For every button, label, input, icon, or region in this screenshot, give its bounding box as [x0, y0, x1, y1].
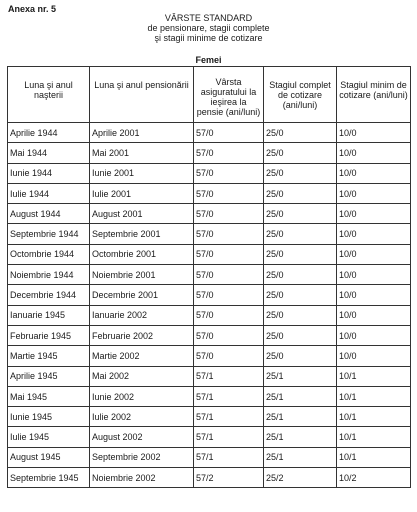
full-contribution-cell: 25/1	[264, 366, 337, 386]
retirement-age-cell: 57/0	[194, 346, 264, 366]
table-row	[8, 265, 411, 285]
retirement-age-cell: 57/0	[194, 325, 264, 345]
birth-date-cell: August 1945	[8, 447, 90, 467]
full-contribution-cell: 25/0	[264, 265, 337, 285]
minimum-contribution-cell: 10/0	[337, 285, 411, 305]
minimum-contribution-cell: 10/1	[337, 447, 411, 467]
retirement-age-cell: 57/0	[194, 143, 264, 163]
full-contribution-cell: 25/0	[264, 204, 337, 224]
title-line-2: de pensionare, stagii complete	[147, 23, 270, 33]
full-contribution-cell: 25/0	[264, 244, 337, 264]
retirement-date-cell: Noiembrie 2002	[90, 468, 194, 488]
birth-date-cell: Ianuarie 1945	[8, 305, 90, 325]
retirement-age-cell: 57/1	[194, 447, 264, 467]
minimum-contribution-cell: 10/1	[337, 366, 411, 386]
birth-date-cell: Februarie 1945	[8, 325, 90, 345]
header-minimum-contribution: Stagiul minim de cotizare (ani/luni)	[337, 67, 411, 123]
birth-date-cell: Martie 1945	[8, 346, 90, 366]
full-contribution-cell: 25/0	[264, 224, 337, 244]
retirement-table	[7, 66, 411, 488]
birth-date-cell: Iunie 1944	[8, 163, 90, 183]
table-row	[8, 407, 411, 427]
table-row	[8, 163, 411, 183]
section-label: Femei	[195, 55, 222, 65]
title-line-3: şi stagii minime de cotizare	[154, 33, 263, 43]
birth-date-cell: Aprilie 1945	[8, 366, 90, 386]
retirement-date-cell: Septembrie 2001	[90, 224, 194, 244]
retirement-age-cell: 57/0	[194, 224, 264, 244]
table-row	[8, 183, 411, 203]
minimum-contribution-cell: 10/0	[337, 265, 411, 285]
full-contribution-cell: 25/0	[264, 143, 337, 163]
retirement-date-cell: Ianuarie 2002	[90, 305, 194, 325]
table-row	[8, 447, 411, 467]
retirement-age-cell: 57/1	[194, 366, 264, 386]
minimum-contribution-cell: 10/1	[337, 427, 411, 447]
minimum-contribution-cell: 10/1	[337, 386, 411, 406]
title-line-1: VÂRSTE STANDARD	[164, 13, 253, 23]
minimum-contribution-cell: 10/0	[337, 204, 411, 224]
table-row	[8, 305, 411, 325]
retirement-age-cell: 57/0	[194, 305, 264, 325]
table-row	[8, 224, 411, 244]
retirement-age-cell: 57/1	[194, 427, 264, 447]
table-row	[8, 285, 411, 305]
birth-date-cell: Septembrie 1944	[8, 224, 90, 244]
retirement-date-cell: Iunie 2001	[90, 163, 194, 183]
table-header-row	[8, 67, 411, 123]
retirement-date-cell: Septembrie 2002	[90, 447, 194, 467]
header-birth-date: Luna şi anul naşterii	[8, 67, 90, 123]
retirement-date-cell: Martie 2002	[90, 346, 194, 366]
header-retirement-age: Vârsta asiguratului la ieşirea la pensie (ani/luni)	[194, 67, 264, 123]
full-contribution-cell: 25/1	[264, 386, 337, 406]
birth-date-cell: Noiembrie 1944	[8, 265, 90, 285]
full-contribution-cell: 25/0	[264, 346, 337, 366]
full-contribution-cell: 25/0	[264, 325, 337, 345]
retirement-age-cell: 57/0	[194, 163, 264, 183]
retirement-age-cell: 57/0	[194, 265, 264, 285]
full-contribution-cell: 25/1	[264, 407, 337, 427]
minimum-contribution-cell: 10/2	[337, 468, 411, 488]
table-row	[8, 366, 411, 386]
minimum-contribution-cell: 10/0	[337, 163, 411, 183]
retirement-date-cell: Iulie 2001	[90, 183, 194, 203]
retirement-date-cell: Mai 2002	[90, 366, 194, 386]
table-row	[8, 427, 411, 447]
birth-date-cell: Iulie 1945	[8, 427, 90, 447]
header-full-contribution: Stagiul complet de cotizare (ani/luni)	[264, 67, 337, 123]
retirement-date-cell: Februarie 2002	[90, 325, 194, 345]
table-row	[8, 386, 411, 406]
retirement-date-cell: Octombrie 2001	[90, 244, 194, 264]
table-row	[8, 143, 411, 163]
full-contribution-cell: 25/0	[264, 183, 337, 203]
minimum-contribution-cell: 10/0	[337, 325, 411, 345]
table-row	[8, 204, 411, 224]
table-row	[8, 346, 411, 366]
table-row	[8, 468, 411, 488]
minimum-contribution-cell: 10/0	[337, 123, 411, 143]
minimum-contribution-cell: 10/0	[337, 244, 411, 264]
retirement-date-cell: Iulie 2002	[90, 407, 194, 427]
document-title	[0, 13, 417, 43]
retirement-date-cell: Mai 2001	[90, 143, 194, 163]
full-contribution-cell: 25/0	[264, 305, 337, 325]
full-contribution-cell: 25/0	[264, 285, 337, 305]
table-row	[8, 123, 411, 143]
retirement-date-cell: Noiembrie 2001	[90, 265, 194, 285]
retirement-age-cell: 57/0	[194, 204, 264, 224]
table-body	[8, 123, 411, 488]
birth-date-cell: Mai 1944	[8, 143, 90, 163]
retirement-age-cell: 57/1	[194, 407, 264, 427]
full-contribution-cell: 25/2	[264, 468, 337, 488]
birth-date-cell: Septembrie 1945	[8, 468, 90, 488]
retirement-date-cell: August 2002	[90, 427, 194, 447]
retirement-age-cell: 57/0	[194, 285, 264, 305]
minimum-contribution-cell: 10/0	[337, 183, 411, 203]
birth-date-cell: Octombrie 1944	[8, 244, 90, 264]
minimum-contribution-cell: 10/0	[337, 346, 411, 366]
retirement-date-cell: Aprilie 2001	[90, 123, 194, 143]
retirement-age-cell: 57/0	[194, 123, 264, 143]
retirement-date-cell: Decembrie 2001	[90, 285, 194, 305]
birth-date-cell: Mai 1945	[8, 386, 90, 406]
minimum-contribution-cell: 10/0	[337, 224, 411, 244]
full-contribution-cell: 25/0	[264, 163, 337, 183]
retirement-age-cell: 57/2	[194, 468, 264, 488]
header-retirement-date: Luna şi anul pensionării	[90, 67, 194, 123]
retirement-date-cell: August 2001	[90, 204, 194, 224]
birth-date-cell: Iulie 1944	[8, 183, 90, 203]
retirement-date-cell: Iunie 2002	[90, 386, 194, 406]
retirement-age-cell: 57/0	[194, 244, 264, 264]
minimum-contribution-cell: 10/0	[337, 143, 411, 163]
table-row	[8, 325, 411, 345]
birth-date-cell: Iunie 1945	[8, 407, 90, 427]
table-row	[8, 244, 411, 264]
retirement-age-cell: 57/1	[194, 386, 264, 406]
birth-date-cell: Aprilie 1944	[8, 123, 90, 143]
full-contribution-cell: 25/1	[264, 447, 337, 467]
birth-date-cell: Decembrie 1944	[8, 285, 90, 305]
retirement-age-cell: 57/0	[194, 183, 264, 203]
full-contribution-cell: 25/1	[264, 427, 337, 447]
minimum-contribution-cell: 10/0	[337, 305, 411, 325]
minimum-contribution-cell: 10/1	[337, 407, 411, 427]
birth-date-cell: August 1944	[8, 204, 90, 224]
full-contribution-cell: 25/0	[264, 123, 337, 143]
annex-label: Anexa nr. 5	[8, 4, 57, 14]
